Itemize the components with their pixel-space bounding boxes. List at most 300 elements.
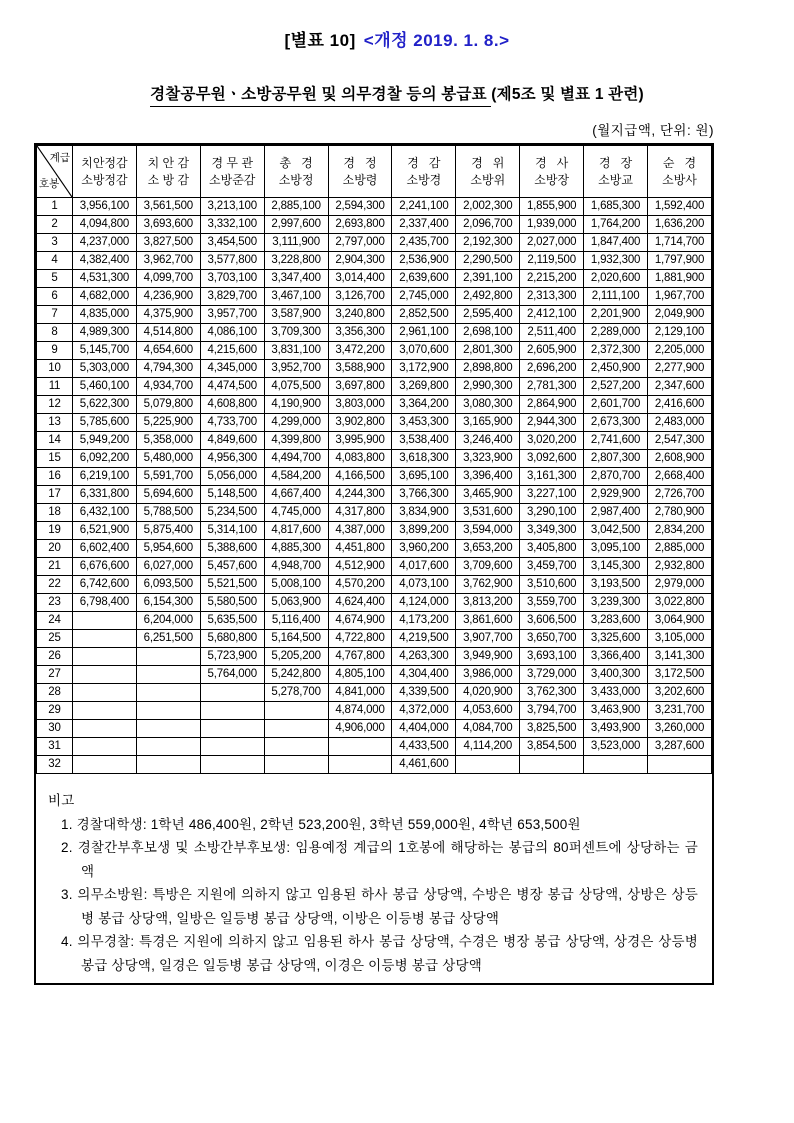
salary-row xyxy=(37,576,712,594)
salary-cell: 2,608,900 xyxy=(648,450,712,468)
salary-cell: 4,017,600 xyxy=(392,558,456,576)
salary-cell: 2,347,600 xyxy=(648,378,712,396)
salary-cell: 1,797,900 xyxy=(648,252,712,270)
salary-cell xyxy=(136,684,200,702)
salary-cell: 1,714,700 xyxy=(648,234,712,252)
salary-cell: 5,622,300 xyxy=(73,396,137,414)
salary-cell: 3,042,500 xyxy=(584,522,648,540)
salary-row xyxy=(37,738,712,756)
salary-cell: 3,231,700 xyxy=(648,702,712,720)
salary-cell: 3,465,900 xyxy=(456,486,520,504)
salary-cell: 4,433,500 xyxy=(392,738,456,756)
salary-cell: 5,591,700 xyxy=(136,468,200,486)
step-cell: 10 xyxy=(37,360,73,378)
salary-cell: 1,939,000 xyxy=(520,216,584,234)
salary-cell: 3,020,200 xyxy=(520,432,584,450)
salary-cell: 3,995,900 xyxy=(328,432,392,450)
salary-cell: 5,278,700 xyxy=(264,684,328,702)
salary-cell: 4,339,500 xyxy=(392,684,456,702)
salary-cell: 6,331,800 xyxy=(73,486,137,504)
salary-cell: 6,602,400 xyxy=(73,540,137,558)
salary-cell: 4,219,500 xyxy=(392,630,456,648)
step-cell: 24 xyxy=(37,612,73,630)
step-cell: 5 xyxy=(37,270,73,288)
salary-cell: 3,193,500 xyxy=(584,576,648,594)
salary-cell: 6,742,600 xyxy=(73,576,137,594)
salary-cell: 5,788,500 xyxy=(136,504,200,522)
salary-cell: 3,899,200 xyxy=(392,522,456,540)
salary-cell: 2,987,400 xyxy=(584,504,648,522)
salary-cell: 5,303,000 xyxy=(73,360,137,378)
salary-cell: 5,764,000 xyxy=(200,666,264,684)
step-cell: 6 xyxy=(37,288,73,306)
salary-cell xyxy=(520,756,584,774)
salary-cell: 2,290,500 xyxy=(456,252,520,270)
salary-table-box xyxy=(34,143,714,985)
salary-cell: 2,741,600 xyxy=(584,432,648,450)
salary-cell xyxy=(73,738,137,756)
salary-cell: 3,559,700 xyxy=(520,594,584,612)
salary-cell: 4,849,600 xyxy=(200,432,264,450)
salary-cell: 4,474,500 xyxy=(200,378,264,396)
salary-cell: 5,457,600 xyxy=(200,558,264,576)
salary-cell: 2,241,100 xyxy=(392,198,456,216)
salary-cell: 2,483,000 xyxy=(648,414,712,432)
note-item: 2. 경찰간부후보생 및 소방간부후보생: 임용예정 계급의 1호봉에 해당하는 봉급의 80퍼센트에 상당하는 금액 xyxy=(61,840,698,879)
salary-cell: 4,244,300 xyxy=(328,486,392,504)
salary-cell: 3,111,900 xyxy=(264,234,328,252)
salary-cell: 2,511,400 xyxy=(520,324,584,342)
salary-cell: 4,020,900 xyxy=(456,684,520,702)
salary-cell xyxy=(200,720,264,738)
annex-tag: [별표 10] xyxy=(284,31,356,50)
page-title-ref: (제5조 및 별표 1 관련) xyxy=(491,86,644,103)
salary-cell: 4,885,300 xyxy=(264,540,328,558)
salary-cell: 3,323,900 xyxy=(456,450,520,468)
salary-cell: 3,697,800 xyxy=(328,378,392,396)
salary-cell: 2,129,100 xyxy=(648,324,712,342)
corner-label-step: 호봉 xyxy=(39,178,60,190)
salary-cell: 3,829,700 xyxy=(200,288,264,306)
salary-cell: 6,521,900 xyxy=(73,522,137,540)
rank-police-label: 경 무 관 xyxy=(211,155,253,170)
salary-cell: 2,416,600 xyxy=(648,396,712,414)
salary-cell xyxy=(73,720,137,738)
salary-cell: 1,855,900 xyxy=(520,198,584,216)
salary-cell: 2,277,900 xyxy=(648,360,712,378)
table-header-row xyxy=(37,146,712,198)
salary-cell: 2,450,900 xyxy=(584,360,648,378)
salary-cell: 3,161,300 xyxy=(520,468,584,486)
salary-table xyxy=(36,145,712,774)
step-cell: 20 xyxy=(37,540,73,558)
salary-cell: 4,299,000 xyxy=(264,414,328,432)
rank-column-header xyxy=(584,146,648,198)
salary-row xyxy=(37,306,712,324)
salary-cell: 6,092,200 xyxy=(73,450,137,468)
salary-cell: 5,116,400 xyxy=(264,612,328,630)
salary-cell: 3,463,900 xyxy=(584,702,648,720)
salary-row xyxy=(37,252,712,270)
salary-cell: 4,570,200 xyxy=(328,576,392,594)
salary-cell: 4,654,600 xyxy=(136,342,200,360)
salary-cell: 4,841,000 xyxy=(328,684,392,702)
salary-cell: 3,960,200 xyxy=(392,540,456,558)
salary-cell: 3,766,300 xyxy=(392,486,456,504)
salary-cell: 2,904,300 xyxy=(328,252,392,270)
notes-list xyxy=(48,813,698,978)
salary-cell: 2,797,000 xyxy=(328,234,392,252)
salary-cell: 4,767,800 xyxy=(328,648,392,666)
salary-cell: 3,587,900 xyxy=(264,306,328,324)
step-cell: 16 xyxy=(37,468,73,486)
salary-cell: 4,989,300 xyxy=(73,324,137,342)
salary-cell: 3,703,100 xyxy=(200,270,264,288)
salary-cell: 3,709,300 xyxy=(264,324,328,342)
salary-cell: 3,126,700 xyxy=(328,288,392,306)
salary-cell: 4,956,300 xyxy=(200,450,264,468)
salary-cell: 3,561,500 xyxy=(136,198,200,216)
rank-police-label: 치 안 감 xyxy=(147,155,190,170)
salary-cell: 4,084,700 xyxy=(456,720,520,738)
rank-column-header xyxy=(520,146,584,198)
salary-cell: 2,961,100 xyxy=(392,324,456,342)
salary-cell: 2,192,300 xyxy=(456,234,520,252)
salary-cell: 4,674,900 xyxy=(328,612,392,630)
salary-cell: 2,745,000 xyxy=(392,288,456,306)
rank-column-header xyxy=(392,146,456,198)
salary-cell: 3,493,900 xyxy=(584,720,648,738)
salary-cell: 2,870,700 xyxy=(584,468,648,486)
salary-cell: 4,215,600 xyxy=(200,342,264,360)
salary-cell: 4,173,200 xyxy=(392,612,456,630)
salary-cell: 2,885,000 xyxy=(648,540,712,558)
salary-cell: 4,124,000 xyxy=(392,594,456,612)
salary-cell: 2,673,300 xyxy=(584,414,648,432)
salary-row xyxy=(37,684,712,702)
salary-cell: 3,653,200 xyxy=(456,540,520,558)
salary-cell: 4,073,100 xyxy=(392,576,456,594)
salary-cell: 3,962,700 xyxy=(136,252,200,270)
salary-cell: 3,240,800 xyxy=(328,306,392,324)
salary-cell: 1,847,400 xyxy=(584,234,648,252)
salary-cell: 2,527,200 xyxy=(584,378,648,396)
salary-cell: 5,723,900 xyxy=(200,648,264,666)
salary-cell: 4,733,700 xyxy=(200,414,264,432)
salary-cell: 4,584,200 xyxy=(264,468,328,486)
salary-cell: 5,056,000 xyxy=(200,468,264,486)
salary-cell: 3,080,300 xyxy=(456,396,520,414)
salary-cell: 3,405,800 xyxy=(520,540,584,558)
salary-cell: 2,997,600 xyxy=(264,216,328,234)
salary-cell: 3,762,900 xyxy=(456,576,520,594)
salary-cell xyxy=(136,720,200,738)
salary-row xyxy=(37,288,712,306)
rank-column-header xyxy=(328,146,392,198)
salary-cell: 6,154,300 xyxy=(136,594,200,612)
salary-cell: 1,685,300 xyxy=(584,198,648,216)
step-cell: 2 xyxy=(37,216,73,234)
salary-cell: 3,952,700 xyxy=(264,360,328,378)
salary-cell xyxy=(136,702,200,720)
salary-cell: 4,236,900 xyxy=(136,288,200,306)
salary-cell: 3,202,600 xyxy=(648,684,712,702)
salary-cell: 4,345,000 xyxy=(200,360,264,378)
salary-cell: 5,242,800 xyxy=(264,666,328,684)
step-cell: 14 xyxy=(37,432,73,450)
salary-cell: 3,531,600 xyxy=(456,504,520,522)
salary-cell: 3,396,400 xyxy=(456,468,520,486)
salary-cell: 4,099,700 xyxy=(136,270,200,288)
salary-cell: 6,093,500 xyxy=(136,576,200,594)
salary-cell: 3,092,600 xyxy=(520,450,584,468)
salary-cell: 1,932,300 xyxy=(584,252,648,270)
salary-cell: 2,932,800 xyxy=(648,558,712,576)
salary-cell: 5,480,000 xyxy=(136,450,200,468)
rank-column-header xyxy=(264,146,328,198)
salary-cell xyxy=(73,630,137,648)
salary-cell: 2,492,800 xyxy=(456,288,520,306)
salary-row xyxy=(37,486,712,504)
salary-cell xyxy=(200,738,264,756)
salary-cell: 3,594,000 xyxy=(456,522,520,540)
salary-cell xyxy=(136,666,200,684)
salary-cell: 4,514,800 xyxy=(136,324,200,342)
salary-cell: 3,105,000 xyxy=(648,630,712,648)
salary-cell xyxy=(264,720,328,738)
salary-cell xyxy=(73,684,137,702)
step-cell: 22 xyxy=(37,576,73,594)
salary-cell: 2,726,700 xyxy=(648,486,712,504)
salary-cell: 2,337,400 xyxy=(392,216,456,234)
salary-cell: 3,813,200 xyxy=(456,594,520,612)
rank-police-label: 치안정감 xyxy=(81,155,128,170)
salary-cell xyxy=(136,738,200,756)
salary-row xyxy=(37,360,712,378)
salary-cell: 3,260,000 xyxy=(648,720,712,738)
salary-cell xyxy=(264,738,328,756)
rank-police-label: 총 경 xyxy=(279,155,313,170)
salary-row xyxy=(37,666,712,684)
salary-cell: 4,794,300 xyxy=(136,360,200,378)
salary-cell: 3,618,300 xyxy=(392,450,456,468)
salary-cell: 5,949,200 xyxy=(73,432,137,450)
salary-cell: 2,595,400 xyxy=(456,306,520,324)
salary-cell: 4,053,600 xyxy=(456,702,520,720)
step-cell: 13 xyxy=(37,414,73,432)
salary-cell: 2,111,100 xyxy=(584,288,648,306)
salary-cell: 4,948,700 xyxy=(264,558,328,576)
salary-cell: 1,764,200 xyxy=(584,216,648,234)
salary-cell xyxy=(584,756,648,774)
salary-cell: 3,014,400 xyxy=(328,270,392,288)
salary-cell xyxy=(328,738,392,756)
salary-cell: 2,801,300 xyxy=(456,342,520,360)
salary-cell: 2,834,200 xyxy=(648,522,712,540)
salary-cell: 2,049,900 xyxy=(648,306,712,324)
salary-cell: 3,709,600 xyxy=(456,558,520,576)
salary-cell: 6,027,000 xyxy=(136,558,200,576)
step-cell: 9 xyxy=(37,342,73,360)
salary-cell: 3,347,400 xyxy=(264,270,328,288)
corner-label-rank: 계급 xyxy=(49,152,70,164)
salary-cell: 5,164,500 xyxy=(264,630,328,648)
rank-fire-label: 소방사 xyxy=(662,172,697,187)
salary-cell: 5,785,600 xyxy=(73,414,137,432)
salary-cell: 3,141,300 xyxy=(648,648,712,666)
salary-cell: 2,668,400 xyxy=(648,468,712,486)
salary-cell: 4,075,500 xyxy=(264,378,328,396)
salary-cell: 5,145,700 xyxy=(73,342,137,360)
salary-cell xyxy=(264,702,328,720)
step-cell: 29 xyxy=(37,702,73,720)
salary-row xyxy=(37,342,712,360)
salary-cell: 2,605,900 xyxy=(520,342,584,360)
salary-cell xyxy=(73,702,137,720)
step-cell: 30 xyxy=(37,720,73,738)
salary-cell: 3,246,400 xyxy=(456,432,520,450)
salary-cell: 6,251,500 xyxy=(136,630,200,648)
rank-fire-label: 소방경 xyxy=(406,172,442,187)
table-body xyxy=(37,198,712,774)
salary-cell: 3,861,600 xyxy=(456,612,520,630)
salary-row xyxy=(37,504,712,522)
step-cell: 26 xyxy=(37,648,73,666)
salary-row xyxy=(37,432,712,450)
rank-fire-label: 소 방 감 xyxy=(147,172,190,187)
salary-row xyxy=(37,270,712,288)
salary-cell: 3,588,900 xyxy=(328,360,392,378)
salary-cell: 2,696,200 xyxy=(520,360,584,378)
salary-cell: 3,957,700 xyxy=(200,306,264,324)
salary-cell xyxy=(73,612,137,630)
salary-cell: 2,372,300 xyxy=(584,342,648,360)
salary-cell: 4,404,000 xyxy=(392,720,456,738)
salary-cell: 1,881,900 xyxy=(648,270,712,288)
page-title xyxy=(0,82,794,104)
salary-cell: 3,332,100 xyxy=(200,216,264,234)
salary-cell: 5,521,500 xyxy=(200,576,264,594)
step-cell: 28 xyxy=(37,684,73,702)
salary-cell: 5,225,900 xyxy=(136,414,200,432)
salary-cell xyxy=(200,684,264,702)
salary-cell: 5,314,100 xyxy=(200,522,264,540)
salary-cell: 6,798,400 xyxy=(73,594,137,612)
rank-fire-label: 소방정감 xyxy=(81,172,128,187)
salary-cell: 2,412,100 xyxy=(520,306,584,324)
salary-cell: 4,512,900 xyxy=(328,558,392,576)
salary-row xyxy=(37,450,712,468)
step-cell: 17 xyxy=(37,486,73,504)
rank-police-label: 경 정 xyxy=(343,155,377,170)
rank-police-label: 순 경 xyxy=(662,155,697,170)
salary-cell: 3,693,600 xyxy=(136,216,200,234)
salary-cell: 4,608,800 xyxy=(200,396,264,414)
salary-cell: 1,636,200 xyxy=(648,216,712,234)
salary-cell: 2,313,300 xyxy=(520,288,584,306)
salary-cell: 4,114,200 xyxy=(456,738,520,756)
salary-row xyxy=(37,720,712,738)
salary-cell: 4,624,400 xyxy=(328,594,392,612)
unit-note: (월지급액, 단위: 원) xyxy=(592,123,714,138)
step-cell: 25 xyxy=(37,630,73,648)
salary-cell: 4,237,000 xyxy=(73,234,137,252)
salary-cell: 3,467,100 xyxy=(264,288,328,306)
salary-cell: 3,022,800 xyxy=(648,594,712,612)
salary-cell: 3,956,100 xyxy=(73,198,137,216)
rank-police-label: 경 감 xyxy=(407,155,441,170)
salary-cell: 4,667,400 xyxy=(264,486,328,504)
salary-cell: 5,063,900 xyxy=(264,594,328,612)
salary-cell xyxy=(648,756,712,774)
salary-cell: 2,547,300 xyxy=(648,432,712,450)
salary-row xyxy=(37,702,712,720)
salary-cell: 4,086,100 xyxy=(200,324,264,342)
salary-cell: 3,356,300 xyxy=(328,324,392,342)
salary-cell: 5,460,100 xyxy=(73,378,137,396)
salary-cell: 2,536,900 xyxy=(392,252,456,270)
salary-cell: 2,864,900 xyxy=(520,396,584,414)
salary-cell: 3,538,400 xyxy=(392,432,456,450)
salary-cell: 2,096,700 xyxy=(456,216,520,234)
salary-cell: 3,762,300 xyxy=(520,684,584,702)
salary-cell: 3,949,900 xyxy=(456,648,520,666)
salary-cell: 3,213,100 xyxy=(200,198,264,216)
salary-cell: 4,835,000 xyxy=(73,306,137,324)
rank-column-header xyxy=(456,146,520,198)
notes-title: 비고 xyxy=(48,793,75,808)
step-cell: 23 xyxy=(37,594,73,612)
salary-cell: 3,577,800 xyxy=(200,252,264,270)
salary-cell: 2,639,600 xyxy=(392,270,456,288)
rank-police-label: 경 장 xyxy=(598,155,633,170)
salary-cell: 2,601,700 xyxy=(584,396,648,414)
salary-cell: 4,083,800 xyxy=(328,450,392,468)
salary-cell: 4,451,800 xyxy=(328,540,392,558)
salary-cell: 3,227,100 xyxy=(520,486,584,504)
salary-row xyxy=(37,324,712,342)
salary-cell: 4,399,800 xyxy=(264,432,328,450)
salary-cell: 5,635,500 xyxy=(200,612,264,630)
salary-cell: 6,676,600 xyxy=(73,558,137,576)
salary-cell: 3,902,800 xyxy=(328,414,392,432)
salary-cell: 3,172,500 xyxy=(648,666,712,684)
salary-cell: 2,898,800 xyxy=(456,360,520,378)
salary-cell: 3,228,800 xyxy=(264,252,328,270)
salary-row xyxy=(37,522,712,540)
salary-cell: 2,027,000 xyxy=(520,234,584,252)
step-cell: 15 xyxy=(37,450,73,468)
salary-cell: 3,459,700 xyxy=(520,558,584,576)
salary-cell: 4,263,300 xyxy=(392,648,456,666)
step-cell: 8 xyxy=(37,324,73,342)
salary-cell: 3,364,200 xyxy=(392,396,456,414)
salary-cell: 2,119,500 xyxy=(520,252,584,270)
salary-row xyxy=(37,198,712,216)
note-item: 4. 의무경찰: 특경은 지원에 의하지 않고 임용된 하사 봉급 상당액, 수경은 병장 봉급 상당액, 상경은 상등병 봉급 상당액, 일경은 일등병 봉급 상당액, 이경은 이등병 봉급 상당액 xyxy=(61,934,698,973)
salary-cell: 2,002,300 xyxy=(456,198,520,216)
salary-cell: 5,008,100 xyxy=(264,576,328,594)
rank-police-label: 경 위 xyxy=(471,155,505,170)
salary-cell: 2,979,000 xyxy=(648,576,712,594)
salary-cell xyxy=(456,756,520,774)
salary-row xyxy=(37,540,712,558)
page-title-main: 경찰공무원ㆍ소방공무원 및 의무경찰 등의 봉급표 xyxy=(150,86,491,107)
salary-cell: 2,807,300 xyxy=(584,450,648,468)
salary-cell: 3,145,300 xyxy=(584,558,648,576)
rank-fire-label: 소방준감 xyxy=(209,172,256,187)
step-cell: 7 xyxy=(37,306,73,324)
